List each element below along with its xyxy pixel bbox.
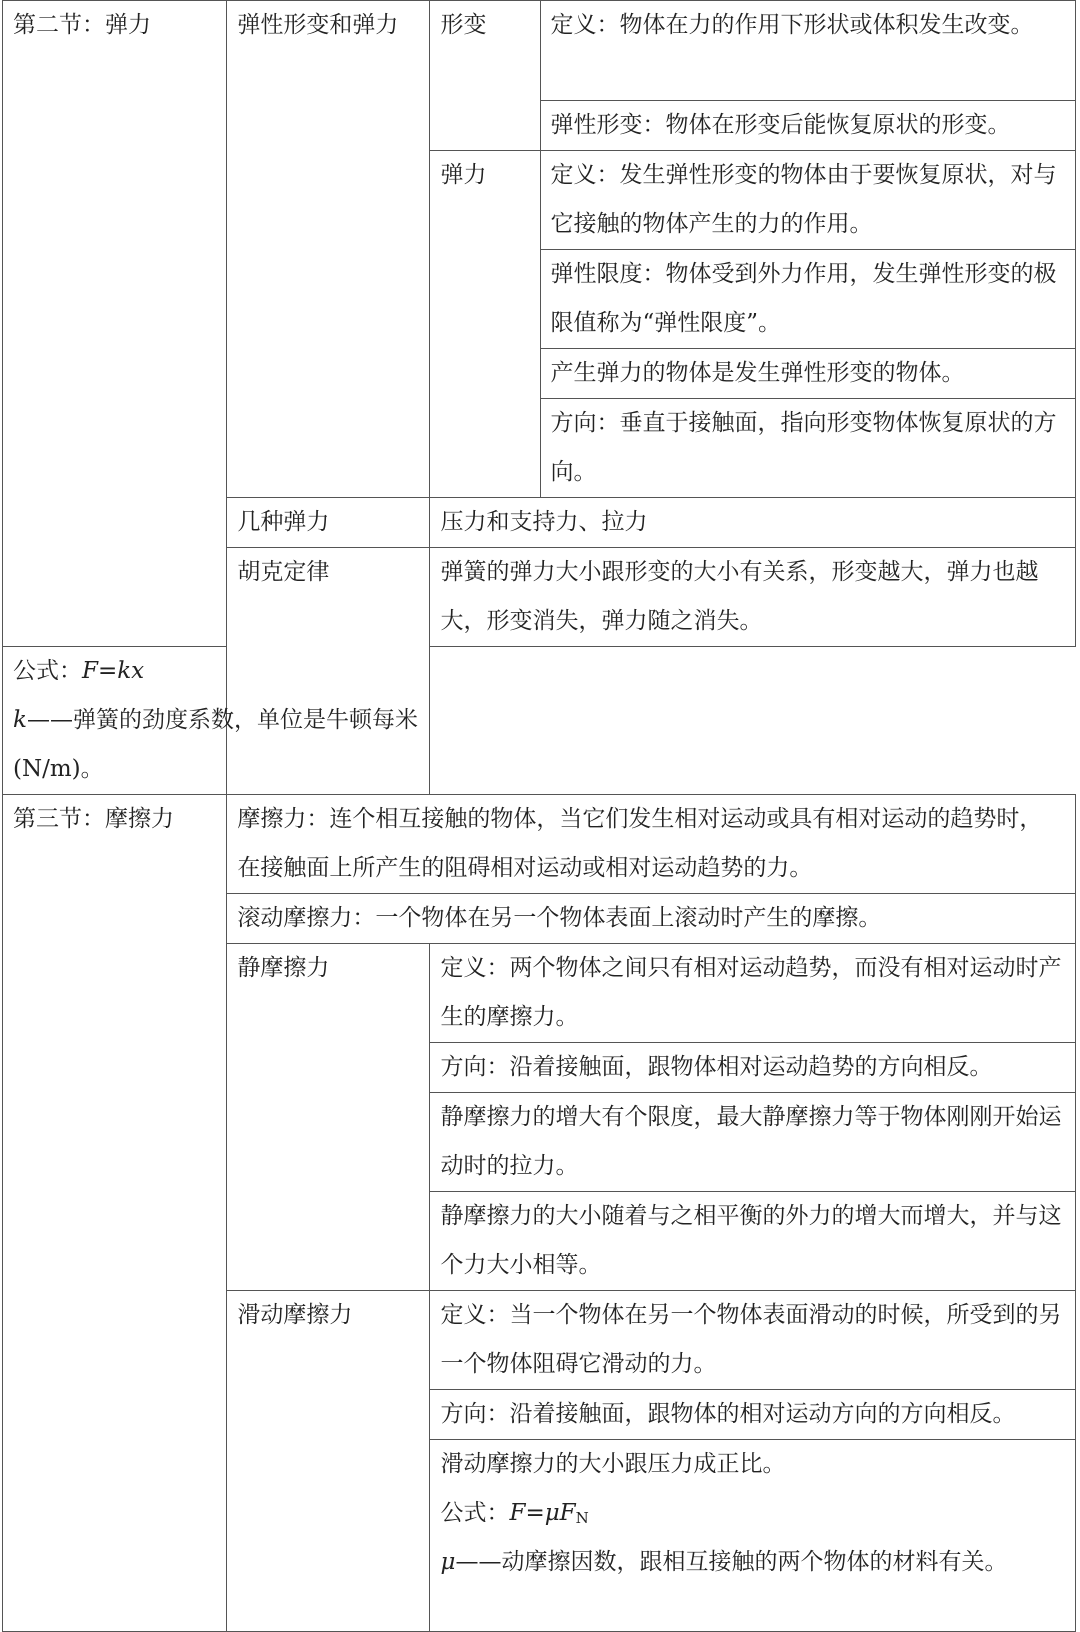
- symbol-k: k: [13, 707, 27, 733]
- formula-equals: =: [525, 1500, 545, 1526]
- formula-symbol-f: F: [82, 658, 98, 684]
- deformation-definition: 定义：物体在力的作用下形状或体积发生改变。: [540, 1, 1075, 101]
- sliding-friction-definition: 定义：当一个物体在另一个物体表面滑动的时候，所受到的另一个物体阻碍它滑动的力。: [430, 1291, 1076, 1390]
- topic-hookes-law: 胡克定律: [227, 548, 430, 795]
- friction-definition: 摩擦力：连个相互接触的物体，当它们发生相对运动或具有相对运动的趋势时，在接触面上所产生的阻碍相对运动或相对运动趋势的力。: [227, 795, 1076, 894]
- elastic-deformation-definition: 弹性形变：物体在形变后能恢复原状的形变。: [540, 101, 1075, 151]
- elastic-force-source: 产生弹力的物体是发生弹性形变的物体。: [540, 349, 1075, 399]
- subtopic-deformation: 形变: [430, 1, 540, 151]
- sliding-friction-formula: [440, 1489, 1065, 1538]
- static-friction-definition: 定义：两个物体之间只有相对运动趋势，而没有相对运动时产生的摩擦力。: [430, 944, 1076, 1043]
- sliding-friction-formula-cell: [430, 1440, 1076, 1632]
- spring-constant-desc: ——弹簧的劲度系数，单位是牛顿每米(N/m)。: [13, 707, 418, 782]
- physics-notes-table: [2, 0, 1076, 1632]
- formula-symbol-kx: kx: [117, 658, 145, 684]
- static-friction-max: 静摩擦力的增大有个限度，最大静摩擦力等于物体刚刚开始运动时的拉力。: [430, 1093, 1076, 1192]
- symbol-mu: μ: [440, 1549, 456, 1575]
- friction-coefficient-desc: ——动摩擦因数，跟相互接触的两个物体的材料有关。: [455, 1549, 1008, 1575]
- elastic-limit: 弹性限度：物体受到外力作用，发生弹性形变的极限值称为“弹性限度”。: [540, 250, 1075, 349]
- static-friction-magnitude: 静摩擦力的大小随着与之相平衡的外力的增大而增大，并与这个力大小相等。: [430, 1192, 1076, 1291]
- sliding-friction-proportional: 滑动摩擦力的大小跟压力成正比。: [440, 1451, 786, 1477]
- elastic-force-definition: 定义：发生弹性形变的物体由于要恢复原状，对与它接触的物体产生的力的作用。: [540, 151, 1075, 250]
- kinds-of-elastic-force-content: 压力和支持力、拉力: [430, 498, 1076, 548]
- static-friction-direction: 方向：沿着接触面，跟物体相对运动趋势的方向相反。: [430, 1043, 1076, 1093]
- formula-prefix: 公式：: [440, 1500, 510, 1526]
- subtopic-elastic-force: 弹力: [430, 151, 540, 498]
- formula-symbol-f: F: [509, 1500, 526, 1526]
- spring-constant-note: [13, 696, 419, 794]
- formula-symbol-mu-f: μF: [544, 1500, 576, 1526]
- hookes-law-content: 弹簧的弹力大小跟形变的大小有关系，形变越大，弹力也越大，形变消失，弹力随之消失。: [430, 548, 1076, 647]
- hookes-law-formula: [13, 647, 419, 696]
- section-title-friction: 第三节：摩擦力: [3, 795, 227, 1632]
- topic-sliding-friction: 滑动摩擦力: [227, 1291, 430, 1632]
- formula-prefix: 公式：: [13, 658, 82, 684]
- topic-kinds-of-elastic-force: 几种弹力: [227, 498, 430, 548]
- topic-static-friction: 静摩擦力: [227, 944, 430, 1291]
- section-title-elasticity: 第二节：弹力: [3, 1, 227, 647]
- sliding-friction-direction: 方向：沿着接触面，跟物体的相对运动方向的方向相反。: [430, 1390, 1076, 1440]
- hookes-law-formula-cell: [3, 647, 430, 795]
- rolling-friction-definition: 滚动摩擦力：一个物体在另一个物体表面上滚动时产生的摩擦。: [227, 894, 1076, 944]
- formula-subscript-n: N: [575, 1509, 589, 1527]
- elastic-force-direction: 方向：垂直于接触面，指向形变物体恢复原状的方向。: [540, 399, 1075, 498]
- friction-coefficient-note: [440, 1538, 1065, 1587]
- formula-equals: =: [97, 658, 118, 684]
- topic-elastic-deformation-force: 弹性形变和弹力: [227, 1, 430, 498]
